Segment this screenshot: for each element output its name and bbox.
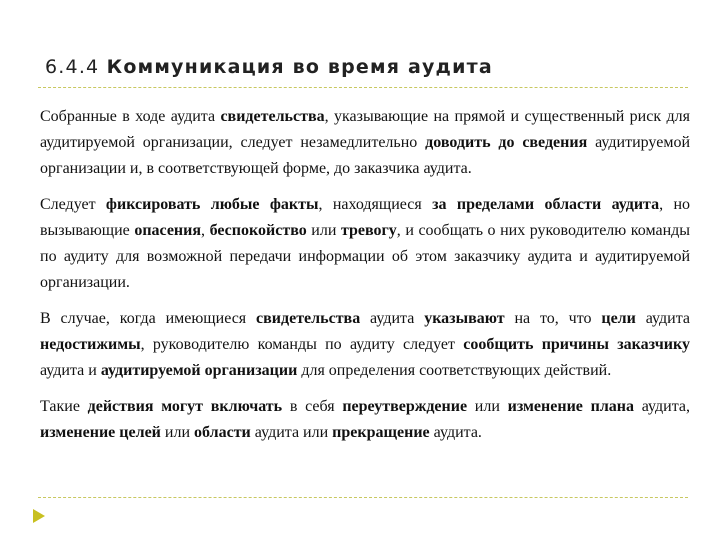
text-run: В случае, когда имеющиеся (40, 310, 257, 327)
paragraph (40, 394, 690, 446)
bold-term: беспокойство (209, 222, 307, 239)
text-run: Следует (40, 196, 106, 213)
bold-term: доводить до сведения (425, 134, 588, 151)
text-run: Собранные в ходе аудита (40, 108, 221, 125)
bold-term: цели (601, 310, 636, 327)
bold-term: фиксировать любые факты (105, 196, 319, 213)
section-number: 6.4.4 (45, 56, 100, 78)
bold-term: области (194, 424, 251, 441)
bold-term: сообщить причины заказчику (463, 336, 690, 353)
text-run: аудита и (40, 362, 101, 379)
text-run: аудитируемой организации и, в соответствующей форме, до заказчика аудита. (40, 134, 691, 177)
paragraph (40, 192, 690, 296)
text-run: аудита, (634, 398, 690, 415)
text-run: , находящиеся (318, 196, 433, 213)
text-run: или (467, 398, 508, 415)
text-run: или (160, 424, 195, 441)
bold-term: свидетельства (256, 310, 361, 327)
bold-term: изменение плана (507, 398, 635, 415)
bold-term: тревогу (340, 222, 397, 239)
bold-term: свидетельства (220, 108, 325, 125)
bold-term: указывают (424, 310, 505, 327)
paragraph (40, 306, 690, 384)
bold-term: изменение целей (40, 424, 161, 441)
bold-term: недостижимы (40, 336, 141, 353)
text-run: , но вызывающие (40, 196, 691, 239)
text-run: , и сообщать о них руководителю команды по аудиту для возможной передачи информации об этом заказчику аудита и аудитируемой организации. (40, 222, 691, 291)
bold-term: аудитируемой организации (100, 362, 298, 379)
body-text (40, 104, 690, 456)
paragraph (40, 104, 690, 182)
text-run: , указывающие на прямой и существенный риск для аудитируемой организации, следует незамедлительно (40, 108, 690, 151)
text-run: аудита или (250, 424, 333, 441)
bold-term: опасения (134, 222, 202, 239)
text-run: , руководителю команды по аудиту следует (140, 336, 464, 353)
bold-term: за пределами области аудита (432, 196, 660, 213)
bold-term: прекращение (332, 424, 430, 441)
text-run: аудита. (429, 424, 482, 441)
text-run: аудита (360, 310, 425, 327)
text-run: аудита (635, 310, 691, 327)
text-run: на то, что (504, 310, 602, 327)
bottom-divider (38, 497, 688, 498)
text-run: или (306, 222, 341, 239)
section-title: Коммуникация во время аудита (106, 56, 493, 78)
text-run: в себя (282, 398, 343, 415)
text-run: для определения соответствующих действий. (297, 362, 612, 379)
page-title (45, 56, 493, 78)
text-run: , (201, 222, 210, 239)
text-run: Такие (40, 398, 88, 415)
bold-term: переутверждение (342, 398, 468, 415)
slide-marker-icon (33, 509, 45, 523)
top-divider (38, 87, 688, 88)
bold-term: действия могут включать (87, 398, 283, 415)
